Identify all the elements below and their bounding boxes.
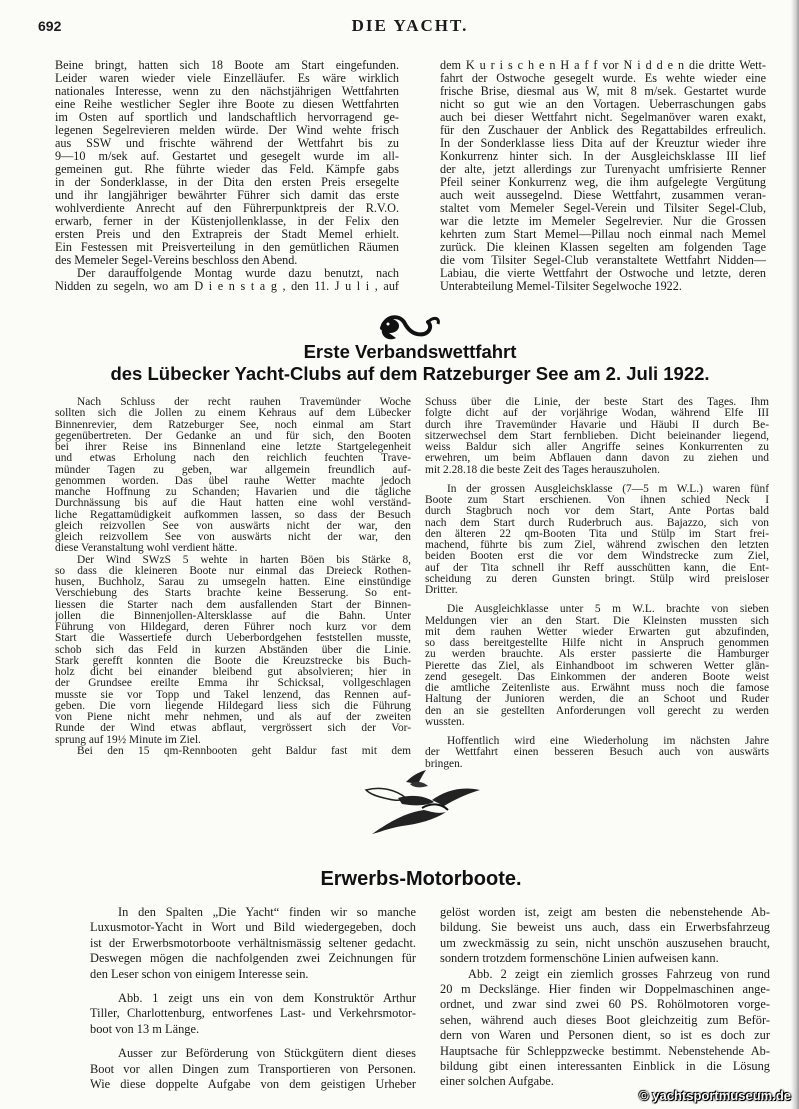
text-line: Schuss über die Linie, der beste Start des Tages. Ihm bbox=[425, 397, 769, 408]
text-line: der alte, jetzt allerdings zur Turenyacht umfrisierte Renner bbox=[440, 163, 766, 176]
text-line: dem K u r i s c h e n H a f f vor N i d d e n die dritte Wett- bbox=[440, 59, 766, 72]
text-line: mit dem rauhen Wetter wieder Erwarten gut abzufinden, bbox=[425, 626, 769, 638]
text-line: den an sie gestellten Anforderungen voll gerecht zu werden bbox=[425, 705, 769, 717]
text-line: nach dem Start durch Ruderbruch aus. Bajazzo, sich von bbox=[425, 517, 769, 529]
seagulls-illustration-icon bbox=[362, 768, 484, 838]
text-line: der Wettfahrt einen besseren Besuch auch von auswärts bbox=[425, 747, 769, 759]
text-line: staltet vom Memeler Segel-Verein und Tilsiter Segel-Club, bbox=[440, 202, 766, 215]
text-line: war die letzte im Memeler Segelrevier. Nur die Grossen bbox=[440, 215, 766, 228]
text-line: des Memeler Segel-Vereins beschloss den Abend. bbox=[55, 254, 298, 267]
paragraph bbox=[90, 991, 416, 1037]
text-line: sprung auf 19½ Minute im Ziel. bbox=[55, 734, 201, 746]
text-line: Luxusmotor-Yacht in Wort und Bild wiedergegeben, doch bbox=[90, 920, 416, 935]
text-line: Meldungen vier an den Start. Die Kleinsten mussten sich bbox=[425, 615, 769, 627]
text-line: dern von Waren und Personen dient, so ist es doch zur bbox=[440, 1028, 770, 1043]
text-line: sondern trotzdem formenschöne Linien aufweisen kann. bbox=[440, 951, 719, 966]
text-line: Pfeil seiner Konkurrenz weg, die ihm aufgelegte Vergütung bbox=[440, 176, 766, 189]
text-line: Deswegen mögen die nachfolgenden zwei Zeichnungen für bbox=[90, 951, 416, 966]
text-line: Labiau, die vierte Wettfahrt der Ostwoche und letzte, deren bbox=[440, 267, 766, 280]
text-line: Tiller, Charlottenburg, entworfenes Last- und Verkehrsmotor- bbox=[90, 1006, 416, 1021]
text-line: bildung gibt einen interessanten Einblick in die Lösung bbox=[440, 1059, 770, 1074]
page-number: 692 bbox=[38, 18, 62, 34]
text-line: Der Wind SWzS 5 wehte in harten Böen bis Stärke 8, bbox=[77, 554, 411, 566]
text-line: in der Sonderklasse, in der Dita den ersten Preis ersegelte bbox=[55, 176, 399, 189]
text-line: Beine bringt, hatten sich 18 Boote am Start eingefunden. bbox=[55, 59, 399, 72]
text-line: Verschiebung des Starts brachte keine Besserung. So ent- bbox=[55, 588, 411, 600]
paragraph bbox=[440, 905, 770, 967]
text-line: bringen. bbox=[425, 758, 463, 770]
text-line: Haltung der Junioren werden, die an Schoot und Ruder bbox=[425, 694, 769, 706]
article1-right-column bbox=[425, 397, 769, 770]
text-line: Unterabteilung Memel-Tilsiter Segelwoche 1922. bbox=[440, 280, 682, 293]
article2-left-column bbox=[90, 905, 416, 1092]
text-line: machend, führte bis zum Ziel, während zwischen den letzten bbox=[425, 540, 769, 551]
text-line: durch ihre Travemünder Havarie und Häubi II durch Be- bbox=[425, 419, 769, 431]
text-line: Abb. 1 zeigt uns ein von dem Konstruktör Arthur bbox=[118, 991, 416, 1006]
text-line: weiss Baldur sich aller Angriffe seines Konkurrenten zu bbox=[425, 442, 769, 453]
text-line: ordnet, und zwar sind zwei 60 PS. Rohölmotoren vorge- bbox=[440, 997, 770, 1012]
text-line: bei ihrer Reise ins Binnenland eine letzte Startgelegenheit bbox=[55, 442, 411, 453]
text-line: 20 m Deckslänge. Hier finden wir Doppelmaschinen ange- bbox=[440, 982, 770, 997]
running-title: DIE YACHT. bbox=[351, 16, 469, 35]
text-line: In den Spalten „Die Yacht“ finden wir so manche bbox=[118, 905, 416, 919]
text-line: der Grundsee ereilte Emma ihr Schicksal, vollgeschlagen bbox=[55, 678, 411, 690]
text-line: holz dicht bei einander bleibend gut absolvieren; hier in bbox=[55, 667, 411, 678]
text-line: durch Stagbruch noch vor dem Start, Ante Portas bald bbox=[425, 506, 769, 518]
page-edge-shadow bbox=[791, 0, 799, 1109]
text-line: im Osten auf sportlich und landschaftlich hervorragend ge- bbox=[55, 111, 399, 124]
text-line: kehrten zum Start Memel—Pillau noch einmal nach Memel bbox=[440, 228, 766, 241]
article1-left-column bbox=[55, 397, 411, 757]
paragraph bbox=[55, 267, 399, 293]
text-line: nicht so gut wie an den Vortagen. Ueberraschungen gabs bbox=[440, 98, 766, 111]
paragraph bbox=[425, 397, 769, 476]
text-line: die vom Tilsiter Segel-Club veranstaltete Wettfahrt Nidden— bbox=[440, 254, 766, 267]
text-line: fahrt der Ostwoche gesegelt wurde. Es wehte wieder eine bbox=[440, 72, 766, 85]
text-line: Durchnässung bis auf die Haut hatten eine wohl verständ- bbox=[55, 498, 411, 510]
article2-title: Erwerbs-Motorboote. bbox=[320, 868, 522, 890]
text-line: In der grossen Ausgleichsklasse (7—5 m W.L.) waren fünf bbox=[447, 483, 769, 495]
paragraph bbox=[425, 604, 769, 728]
text-line: Stark gerefft konnten die Boote die Kreuzstrecke bis Buch- bbox=[55, 655, 411, 667]
text-line: Ein Festessen mit Preisverteilung in den gemütlichen Räumen bbox=[55, 241, 399, 254]
text-line: Dritter. bbox=[425, 585, 458, 596]
text-line: folgte dicht auf der vorjährige Wodan, während Elfe III bbox=[425, 408, 769, 420]
text-line: wohlverdiente Anrecht auf den Führerpunktpreis der R.V.O. bbox=[55, 202, 399, 215]
text-line: gleich reizvollem See von auswärts nicht der war, den bbox=[55, 532, 411, 543]
text-line: husen, Buchholz, Sarau zu umsegeln hatten. Eine einstündige bbox=[55, 577, 411, 588]
text-line: so dass bereitgestellte Hilfe nicht in Anspruch genommen bbox=[425, 638, 769, 649]
text-line: Ausser zur Beförderung von Stückgütern dient dieses bbox=[118, 1046, 416, 1061]
top-left-column bbox=[55, 59, 399, 293]
text-line: Nach Schluss der recht rauhen Travemünder Woche bbox=[77, 397, 411, 408]
text-line: für den Zuschauer der Anblick des Regattabildes erfreulich. bbox=[440, 124, 766, 137]
text-line: In der Sonderklasse liess Dita auf der Kreuztur wieder ihre bbox=[440, 137, 766, 150]
paragraph bbox=[55, 746, 411, 757]
text-line: um zweckmässig zu sein, nicht unschön auszusehen braucht, bbox=[440, 935, 770, 950]
text-line: Pierette das Ziel, als Einhandboot im schweren Wetter glän- bbox=[425, 660, 769, 672]
text-line: Boot vor allen Dingen zum Transportieren von Personen. bbox=[90, 1061, 416, 1076]
text-line: Leider waren wieder viele Einzelläufer. Es wäre wirklich bbox=[55, 72, 399, 85]
text-line: manche Hoffnung zu Schanden; Havarien und die tägliche bbox=[55, 487, 411, 498]
paragraph bbox=[55, 555, 411, 746]
text-line: eine Reihe westlicher Segler ihre Boote zu diesen Wettfahrten bbox=[55, 98, 399, 111]
text-line: gleich reizvollen See von auswärts nicht der war, den bbox=[55, 520, 411, 532]
top-right-column bbox=[440, 59, 766, 293]
text-line: legenen Segelrevieren melden würde. Der Wind wehte frisch bbox=[55, 124, 399, 137]
text-line: sitzerwechsel dem Start fernblieben. Dicht beieinander liegend, bbox=[425, 430, 769, 442]
text-line: schob sich das Feld in kurzen Abständen über die Linie. bbox=[55, 644, 411, 656]
text-line: liche Regattamüdigkeit aufkommen lassen, so dass der Besuch bbox=[55, 509, 411, 521]
text-line: Runde der Wind etwas abflaut, vergrössert sich der Vor- bbox=[55, 723, 411, 735]
text-line: Hauptsache für Schleppzwecke bestimmt. Nebenstehende Ab- bbox=[440, 1043, 770, 1058]
text-line: auf der Tita schnell ihr Reff ausschütten kann, die Ent- bbox=[425, 562, 769, 574]
text-line: liessen die Starter nach dem ausfallenden Start der Binnen- bbox=[55, 599, 411, 611]
text-line: Die Ausgleichklasse unter 5 m W.L. brachte von sieben bbox=[447, 604, 769, 616]
text-line: Boote zum Start erschienen. Von ihnen schied Neck I bbox=[425, 495, 769, 506]
article-title-line2: des Lübecker Yacht-Clubs auf dem Ratzeburger See am 2. Juli 1922. bbox=[110, 363, 710, 384]
text-line: münder Tagen zu geben, war allgemein freundlich auf- bbox=[55, 464, 411, 476]
text-line: sehen, während auch dieses Boot gleichzeitig zum Beför- bbox=[440, 1012, 770, 1027]
text-line: so dass die kleineren Boote nur einmal das Dreieck Rothen- bbox=[55, 565, 411, 577]
text-line: 9—10 m/sek auf. Gestartet und gesegelt wurde im all- bbox=[55, 150, 399, 163]
text-line: Nidden zu segeln, wo am D i e n s t a g , den 11. J u l i , auf bbox=[55, 280, 399, 293]
text-line: Bei den 15 qm-Rennbooten geht Baldur fast mit dem bbox=[77, 745, 411, 757]
text-line: scheidung zu deren Gunsten bringt. Stülp wird preisloser bbox=[425, 573, 769, 585]
paragraph bbox=[55, 59, 399, 267]
text-line: Binnenrevier, dem Ratzeburger See, noch einmal am Start bbox=[55, 419, 411, 431]
text-line: aus SSW und frischte während der Wettfahrt bis zu bbox=[55, 137, 399, 150]
text-line: gelöst worden ist, zeigt am besten die nebenstehende Ab- bbox=[440, 905, 770, 919]
paragraph bbox=[425, 736, 769, 770]
text-line: mit 2.28.18 die beste Zeit des Tages herauszuholen. bbox=[425, 464, 660, 476]
text-line: einer solchen Aufgabe. bbox=[440, 1074, 554, 1089]
text-line: die amtliche Zeitenliste aus. Erwähnt muss noch die famose bbox=[425, 683, 769, 694]
text-line: und ihr langjähriger bewährter Führer sich damit das erste bbox=[55, 189, 399, 202]
text-line: geben. Die vorn liegende Hildegard liess sich die Führung bbox=[55, 700, 411, 712]
paragraph bbox=[425, 484, 769, 597]
text-line: erwarb, ferner in der Küstenjollenklasse, in der Felix den bbox=[55, 215, 399, 228]
paragraph bbox=[55, 397, 411, 555]
text-line: genommen worden. Das übel rauhe Wetter machte jedoch bbox=[55, 475, 411, 487]
text-line: boot von 13 m Länge. bbox=[90, 1021, 200, 1036]
article-title-line1: Erste Verbandswettfahrt bbox=[303, 341, 517, 362]
text-line: jollen die Binnenjollen-Altersklasse auf die Bahn. Unter bbox=[55, 610, 411, 622]
text-line: auch weit aussegelnd. Diese Wettfahrt, zusammen veran- bbox=[440, 189, 766, 202]
text-line: frische Brise, diesmal aus W, mit 8 m/sek. Gestartet wurde bbox=[440, 85, 766, 98]
text-line: musste sie vor Topp und Takel lenzend, das Rennen auf- bbox=[55, 689, 411, 701]
text-line: Start die Wassertiefe durch Ueberbordgehen feststellen musste, bbox=[55, 633, 411, 645]
text-line: wussten. bbox=[425, 716, 465, 728]
paragraph bbox=[90, 1046, 416, 1092]
text-line: nationales Interesse, wenn zu den nächstjährigen Wettfahrten bbox=[55, 85, 399, 98]
text-line: auch bei dieser Wettfahrt nicht. Segelmanöver waren exakt, bbox=[440, 111, 766, 124]
text-line: Wie diese doppelte Aufgabe von dem geistigen Urheber bbox=[90, 1077, 416, 1092]
text-line: Konkurrenz hinter sich. In der Ausgleichsklasse III lief bbox=[440, 150, 766, 163]
text-line: erwehren, um beim Abflauen dann davon zu ziehen und bbox=[425, 453, 769, 465]
text-line: den älteren 22 qm-Booten Tita und Stülp im Start frei- bbox=[425, 528, 769, 540]
text-line: Führung von Hildegard, deren Führer noch kurz vor dem bbox=[55, 622, 411, 633]
paragraph bbox=[440, 967, 770, 1090]
text-line: von Piene nicht mehr nehmen, und als auf der zweiten bbox=[55, 712, 411, 723]
text-line: bildung. Sie beweist uns auch, dass ein Erwerbsfahrzeug bbox=[440, 920, 770, 935]
text-line: und etwas Erholung nach den reichlich feuchten Trave- bbox=[55, 453, 411, 465]
paragraph bbox=[440, 59, 766, 293]
paragraph bbox=[90, 905, 416, 982]
text-line: sollten sich die Jollen zu einem Kehraus auf dem Lübecker bbox=[55, 408, 411, 420]
article2-right-column bbox=[440, 905, 770, 1090]
text-line: ersten Preis und den Extrapreis der Stadt Memel erhielt. bbox=[55, 228, 399, 241]
text-line: den Leser schon von einigem Interesse sein. bbox=[90, 966, 309, 981]
text-line: gemeinen gut. Rhe führte wieder das Feld. Kämpfe gabs bbox=[55, 163, 399, 176]
text-line: Der darauffolgende Montag wurde dazu benutzt, nach bbox=[77, 267, 399, 280]
text-line: zend gesegelt. Das Einkommen der anderen Boote weist bbox=[425, 671, 769, 683]
text-line: zurück. Die kleinen Klassen segelten am folgenden Tage bbox=[440, 241, 766, 254]
watermark: © yachtsportmuseum.de bbox=[639, 1088, 791, 1103]
text-line: Hoffentlich wird eine Wiederholung im nächsten Jahre bbox=[447, 736, 769, 747]
text-line: Abb. 2 zeigt ein ziemlich grosses Fahrzeug von rund bbox=[468, 966, 770, 981]
text-line: gegenübertreten. Der Gedanke an und für sich, den Booten bbox=[55, 430, 411, 442]
text-line: diese Veranstaltung wohl verdient hätte. bbox=[55, 543, 238, 555]
text-line: beiden Booten erst die vor dem Windstrecke zum Ziel, bbox=[425, 551, 769, 563]
text-line: zu werden brauchte. Als erster passierte die Hamburger bbox=[425, 649, 769, 661]
text-line: ist der Erwerbsmotorboote verhältnismässig seltener gedacht. bbox=[90, 935, 416, 950]
